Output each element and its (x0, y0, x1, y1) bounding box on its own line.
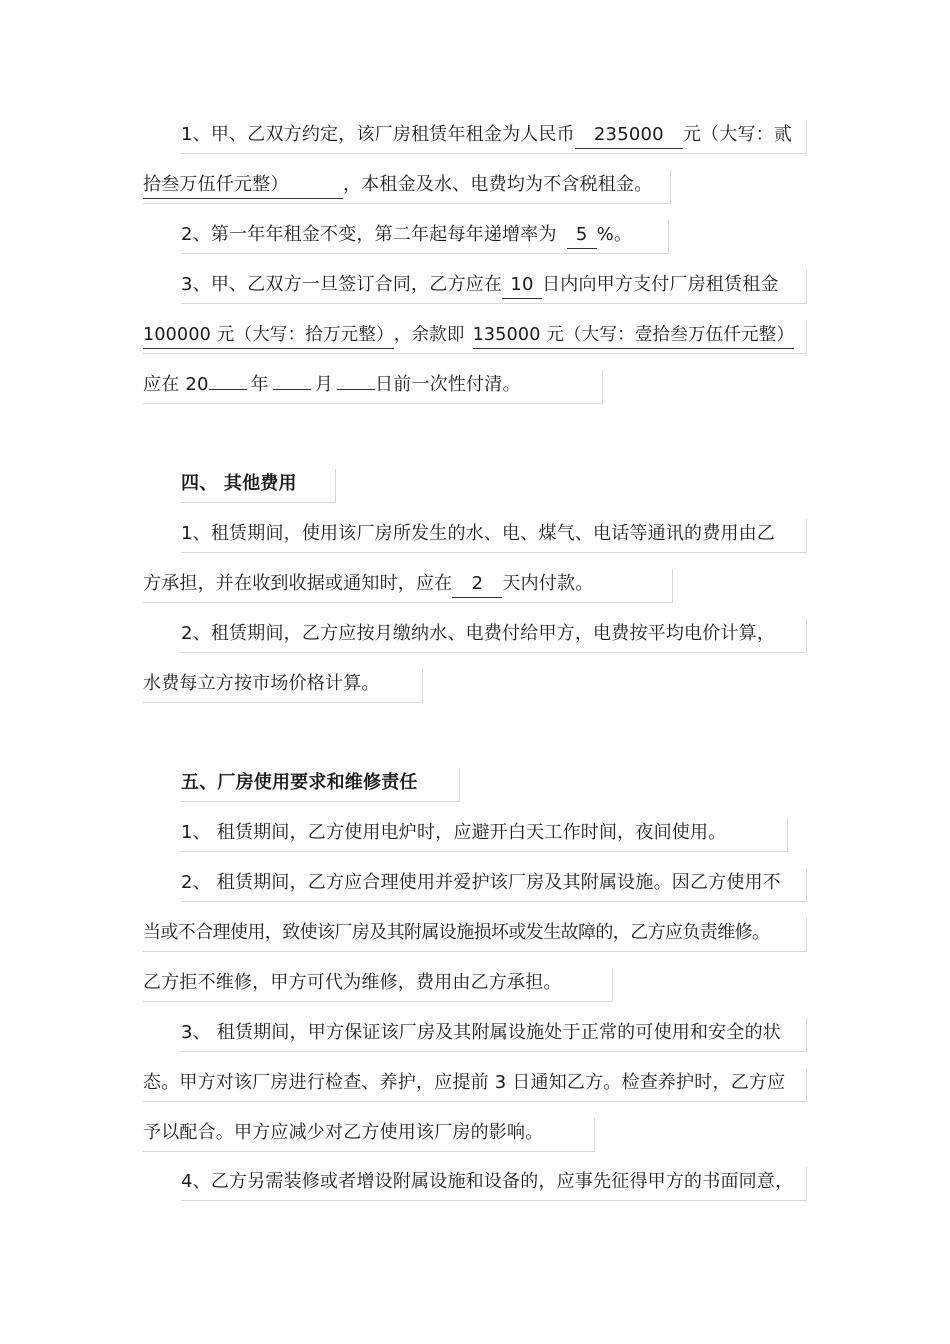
clause-text: 1、租赁期间，使用该厂房所发生的水、电、煤气、电话等通讯的费用由乙 (181, 523, 776, 544)
balance-payment-field: 135000 元（大写：壹拾叁万伍仟元整） (473, 322, 795, 349)
clause-utilities-line-1 (181, 519, 807, 553)
clause-inspection-line-3 (143, 1118, 595, 1152)
rent-amount-words-field: 拾叁万伍仟元整） (143, 172, 343, 199)
clause-text: 3、 租赁期间，甲方保证该厂房及其附属设施处于正常的可使用和安全的状 (181, 1022, 781, 1043)
clause-maintenance-line-1 (181, 868, 807, 902)
clause-rent-line-1 (181, 120, 807, 154)
clause-text: 予以配合。甲方应减少对乙方使用该厂房的影响。 (143, 1122, 544, 1143)
clause-utilities-line-2 (143, 569, 673, 603)
clause-text: 4、乙方另需装修或者增设附属设施和设备的，应事先征得甲方的书面同意， (181, 1171, 794, 1192)
first-payment-field: 100000 元（大写：拾万元整） (143, 322, 394, 349)
clause-increase-line (181, 220, 669, 254)
clause-payment-line-2 (143, 320, 807, 354)
clause-payment-line-1 (181, 270, 807, 304)
clause-text: 月 (314, 374, 334, 395)
clause-inspection-line-2 (143, 1068, 807, 1102)
clause-text: 2、 租赁期间，乙方应合理使用并爱护该厂房及其附属设施。因乙方使用不 (181, 872, 781, 893)
clause-text: 元（大写：贰 (682, 124, 793, 145)
clause-maintenance-line-3 (143, 968, 613, 1002)
clause-text: 1、 租赁期间，乙方使用电炉时，应避开白天工作时间，夜间使用。 (181, 822, 727, 843)
clause-renovation-line (181, 1167, 807, 1201)
clause-maintenance-line-2 (143, 918, 807, 952)
clause-text: 应在 20 (143, 374, 209, 395)
rent-amount-field: 235000 (575, 122, 683, 149)
clause-text: 当或不合理使用，致使该厂房及其附属设施损坏或发生故障的，乙方应负责维修。 (143, 922, 770, 943)
clause-text: 3、甲、乙双方一旦签订合同，乙方应在 (181, 274, 503, 295)
year-blank-field (209, 389, 247, 390)
clause-text: 态。甲方对该厂房进行检查、养护，应提前 3 日通知乙方。检查养护时，乙方应 (143, 1072, 786, 1093)
clause-payment-line-3 (143, 370, 603, 404)
clause-text: ，本租金及水、电费均为不含税租金。 (343, 174, 653, 195)
clause-text: 日前一次性付清。 (375, 374, 521, 395)
clause-text: ，余款即 (393, 325, 465, 345)
clause-billing-line-1 (181, 619, 807, 653)
clause-text: %。 (596, 224, 633, 245)
clause-text: 水费每立方按市场价格计算。 (143, 673, 380, 694)
section-heading-other-fees: 四、 其他费用 (181, 469, 336, 503)
utility-payment-days-field: 2 (452, 571, 502, 598)
clause-usage-line (181, 818, 788, 852)
clause-text: 2、租赁期间，乙方应按月缴纳水、电费付给甲方，电费按平均电价计算， (181, 623, 776, 644)
clause-inspection-line-1 (181, 1018, 807, 1052)
month-blank-field (273, 389, 311, 390)
clause-text: 年 (250, 374, 269, 395)
clause-text: 方承担，并在收到收据或通知时，应在 (143, 573, 453, 594)
clause-rent-line-2 (143, 170, 671, 204)
clause-text: 1、甲、乙双方约定，该厂房租赁年租金为人民币 (181, 124, 575, 145)
clause-text: 乙方拒不维修，甲方可代为维修，费用由乙方承担。 (143, 972, 562, 993)
clause-text: 天内付款。 (502, 573, 594, 594)
clause-text: 日内向甲方支付厂房租赁租金 (542, 274, 779, 295)
payment-days-field: 10 (502, 272, 542, 299)
day-blank-field (337, 389, 375, 390)
clause-billing-line-2 (143, 669, 423, 703)
increase-rate-field: 5 (567, 222, 597, 249)
clause-text: 2、第一年年租金不变，第二年起每年递增率为 (181, 224, 557, 245)
section-heading-usage-maintenance: 五、厂房使用要求和维修责任 (181, 768, 460, 802)
